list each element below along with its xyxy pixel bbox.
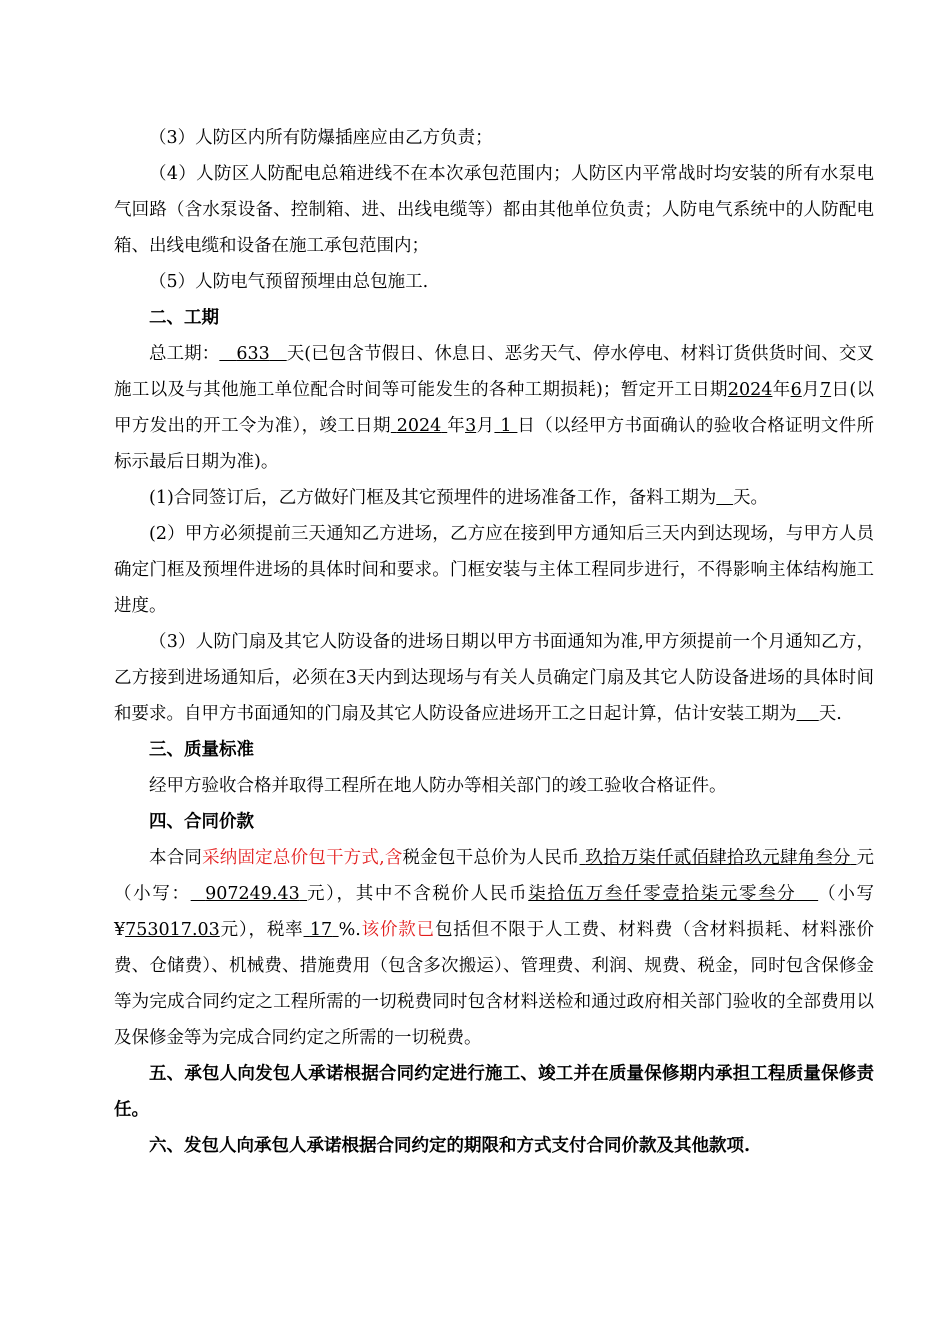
total-period-label: 总工期： [149, 344, 220, 364]
end-note: （以经甲方书面确认的验收合格证明文件所标示最后日期为准)。 [114, 416, 875, 472]
year-char: 年 [772, 380, 791, 400]
start-year: 2024 [727, 380, 773, 400]
year-char: 年 [447, 416, 466, 436]
fixed-price-method: 采纳固定总价包干方式,含 [202, 848, 403, 868]
start-day: 7 [820, 380, 832, 400]
start-month: 6 [790, 380, 802, 400]
month-char: 月 [801, 380, 820, 400]
paragraph-item-5: （5）人防电气预留预埋由总包施工. [149, 272, 429, 292]
pretax-amount-uppercase: 柒拾伍万叁仟零壹拾柒元零叁分 [528, 884, 797, 904]
section-4-heading: 四、合同价款 [149, 812, 254, 832]
section-2-heading: 二、工期 [149, 308, 219, 328]
paragraph-item-4: （4）人防区人防配电总箱进线不在本次承包范围内；人防区内平常战时均安装的所有水泵电气回路（含水泵设备、控制箱、进、出线电缆等）都由其他单位负责；人防电气系统中的人防配电箱、出线电缆和设备在施工承包范围内； [114, 164, 874, 256]
blank-days [716, 488, 733, 508]
day-char: 日 [831, 380, 850, 400]
period-item-2: (2）甲方必须提前三天通知乙方进场，乙方应在接到甲方通知后三天内到达现场，与甲方人员确定门框及预埋件进场的具体时间和要求。门框安装与主体工程同步进行，不得影响主体结构施工进度。 [114, 524, 874, 616]
end-year: 2024 [396, 416, 442, 436]
pretax-amount-numeric: 753017.03 [125, 920, 220, 940]
total-amount-uppercase: 玖拾万柒仟贰佰肆拾玖元肆角叁分 [585, 848, 851, 868]
start-note: (以甲方发出的开工令为准），竣工日期 [114, 380, 875, 436]
total-amount-numeric: 907249.43 [205, 884, 300, 904]
contract-body [114, 120, 874, 1164]
end-day: 1 [500, 416, 512, 436]
section-5-heading: 五、承包人向发包人承诺根据合同约定进行施工、竣工并在质量保修期内承担工程质量保修责任。 [114, 1064, 874, 1120]
period-item-1: (1)合同签订后，乙方做好门框及其它预埋件的进场准备工作，备料工期为 天。 [149, 488, 768, 508]
price-includes-label: 该价款已 [360, 920, 435, 940]
day-char: 日 [517, 416, 536, 436]
contract-price-paragraph: 本合同采纳固定总价包干方式,含税金包干总价为人民币 玖拾万柒仟贰佰肆拾玖元肆角叁分 元（小写： 907249.43 元），其中不含税价人民币柒拾伍万叁仟零壹拾柒元零叁分 （小写¥753017.03元），税率 17 %.该价款已包括但不限于人工费、材料费（含材料损耗、材料涨价费、仓储费）、机械费、措施费用（包含多次搬运）、管理费、利润、规费、税金，同时包含保修金等为完成合同约定之工程所需的一切税费同时包含材料送检和通过政府相关部门验收的全部费用以及保修金等为完成合同约定之所需的一切税费。 [114, 848, 875, 1048]
section-6-heading: 六、发包人向承包人承诺根据合同约定的期限和方式支付合同价款及其他款项. [149, 1136, 751, 1156]
section-3-heading: 三、质量标准 [149, 740, 254, 760]
blank-days [797, 704, 819, 724]
period-description: 天(已包含节假日、休息日、恶劣天气、停水停电、材料订货供货时间、交叉施工以及与其他施工单位配合时间等可能发生的各种工期损耗)；暂定开工日期 [114, 344, 874, 400]
paragraph-item-3: （3）人防区内所有防爆插座应由乙方负责； [149, 128, 493, 148]
quality-standard-text: 经甲方验收合格并取得工程所在地人防办等相关部门的竣工验收合格证件。 [149, 776, 727, 796]
period-item-3: （3）人防门扇及其它人防设备的进场日期以甲方书面通知为准,甲方须提前一个月通知乙方，乙方接到进场通知后，必须在3天内到达现场与有关人员确定门扇及其它人防设备进场的具体时间和要求。自甲方书面通知的门扇及其它人防设备应进场开工之日起计算，估计安装工期为 天. [114, 632, 874, 724]
tax-rate: 17 [309, 920, 333, 940]
end-month: 3 [465, 416, 477, 436]
total-days-value: 633 [236, 344, 270, 364]
construction-period-paragraph [114, 336, 874, 480]
month-char: 月 [476, 416, 495, 436]
